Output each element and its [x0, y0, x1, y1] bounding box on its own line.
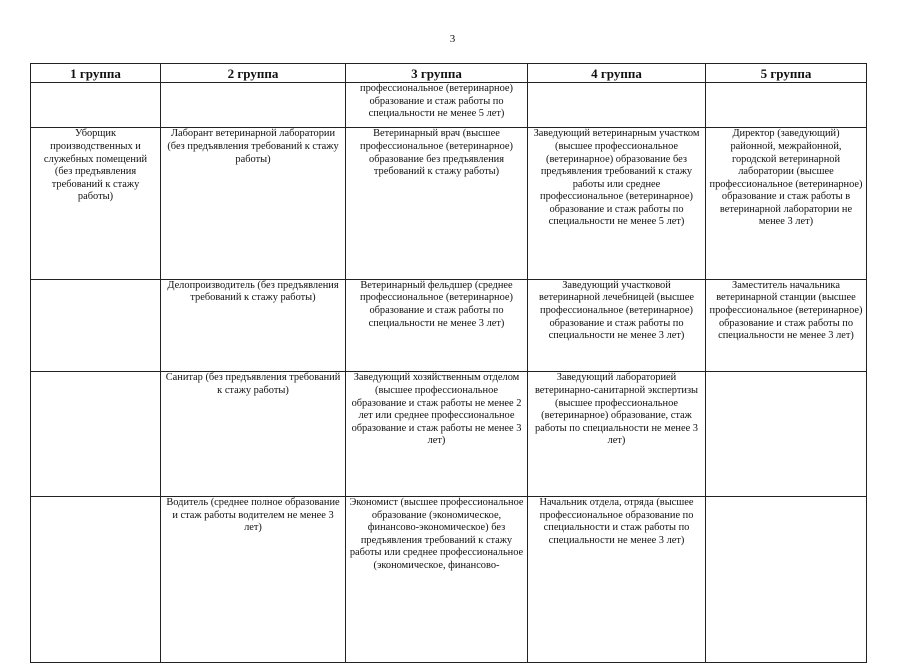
table-cell: Начальник отдела, отряда (высшее профессиональное образование по специальности и стаж работы по специальности не менее 3 лет)	[528, 497, 706, 663]
table-cell: Заведующий участковой ветеринарной лечебницей (высшее профессиональное (ветеринарное) образование и стаж работы по специальности не менее 3 лет)	[528, 279, 706, 372]
header-group-2: 2 группа	[161, 64, 346, 83]
table-cell: Заведующий хозяйственным отделом (высшее профессиональное образование и стаж работы не менее 2 лет или среднее профессиональное образование и стаж работы не менее 3 лет)	[346, 372, 528, 497]
table-cell: Экономист (высшее профессиональное образование (экономическое, финансово-экономическое) без предъявления требований к стажу работы или среднее профессиональное (экономическое, финансово-	[346, 497, 528, 663]
header-group-3: 3 группа	[346, 64, 528, 83]
table-cell: Санитар (без предъявления требований к стажу работы)	[161, 372, 346, 497]
table-cell: Ветеринарный врач (высшее профессиональное (ветеринарное) образование без предъявления требований к стажу работы)	[346, 128, 528, 279]
table-cell	[31, 372, 161, 497]
table-cell	[706, 372, 867, 497]
header-group-4: 4 группа	[528, 64, 706, 83]
table-cell	[161, 83, 346, 128]
page-number: 3	[449, 33, 456, 45]
table-cell	[706, 83, 867, 128]
header-group-1: 1 группа	[31, 64, 161, 83]
table-cell	[31, 279, 161, 372]
table-cell	[31, 83, 161, 128]
table-cell	[706, 497, 867, 663]
table-cell: Директор (заведующий) районной, межрайонной, городской ветеринарной лаборатории (высшее профессиональное (ветеринарное) образование и стаж работы в ветеринарной лаборатории не менее 3 лет)	[706, 128, 867, 279]
table-row	[31, 83, 867, 128]
table-cell: Водитель (среднее полное образование и стаж работы водителем не менее 3 лет)	[161, 497, 346, 663]
table-row	[31, 372, 867, 497]
table-cell: Заместитель начальника ветеринарной станции (высшее профессиональное (ветеринарное) образование и стаж работы по специальности не менее 3 лет)	[706, 279, 867, 372]
table-cell: Заведующий лабораторией ветеринарно-санитарной экспертизы (высшее профессиональное (ветеринарное) образование, стаж работы по специальности не менее 3 лет)	[528, 372, 706, 497]
table-row	[31, 128, 867, 279]
table-cell	[528, 83, 706, 128]
table-cell: профессиональное (ветеринарное) образование и стаж работы по специальности не менее 5 лет)	[346, 83, 528, 128]
table-cell: Ветеринарный фельдшер (среднее профессиональное (ветеринарное) образование и стаж работы по специальности не менее 3 лет)	[346, 279, 528, 372]
table-cell	[31, 497, 161, 663]
table-row	[31, 497, 867, 663]
table-cell: Делопроизводитель (без предъявления требований к стажу работы)	[161, 279, 346, 372]
table-cell: Уборщик производственных и служебных помещений (без предъявления требований к стажу работы)	[31, 128, 161, 279]
staff-groups-table	[30, 63, 867, 663]
table-row	[31, 279, 867, 372]
header-row	[31, 64, 867, 83]
table-cell: Заведующий ветеринарным участком (высшее профессиональное (ветеринарное) образование без предъявления требований к стажу работы или среднее профессиональное (ветеринарное) образование и стаж работы по специальности не менее 5 лет)	[528, 128, 706, 279]
table-cell: Лаборант ветеринарной лаборатории (без предъявления требований к стажу работы)	[161, 128, 346, 279]
header-group-5: 5 группа	[706, 64, 867, 83]
